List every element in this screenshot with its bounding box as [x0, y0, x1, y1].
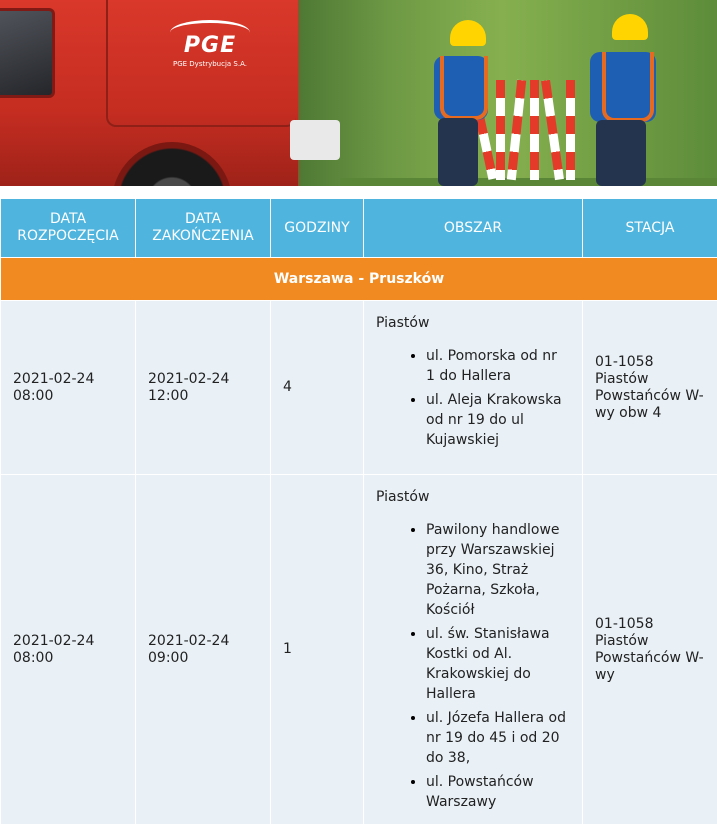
safety-barrier	[478, 80, 578, 180]
area-cell	[364, 301, 583, 475]
hours-cell: 1	[271, 475, 364, 825]
region-label: Warszawa - Pruszków	[1, 258, 717, 301]
worker-left	[420, 20, 490, 186]
end-cell	[136, 301, 271, 475]
table-row	[1, 301, 717, 475]
worker-right	[580, 14, 660, 186]
station-cell: 01-1058 Piastów Powstańców W-wy obw 4	[583, 301, 717, 475]
logo-subtitle: PGE Dystrybucja S.A.	[150, 60, 270, 68]
list-item: • ul. św. Stanisława Kostki od Al. Krakowskiej do Hallera	[426, 624, 570, 704]
table-row	[1, 475, 717, 825]
pge-logo	[150, 20, 270, 68]
start-time: 08:00	[13, 650, 53, 666]
truck-bed	[290, 120, 340, 160]
table-header-row	[1, 199, 717, 258]
street-list	[376, 520, 570, 812]
logo-text: PGE	[150, 33, 270, 58]
end-time: 09:00	[148, 650, 188, 666]
list-item: • ul. Aleja Krakowska od nr 19 do ul Kujawskiej	[426, 390, 570, 450]
hours-cell: 4	[271, 301, 364, 475]
list-item: • ul. Józefa Hallera od nr 19 do 45 i od 20 do 38,	[426, 708, 570, 768]
start-date: 2021-02-24	[13, 633, 94, 649]
end-date: 2021-02-24	[148, 633, 229, 649]
header-hours: GODZINY	[271, 199, 364, 258]
end-date: 2021-02-24	[148, 371, 229, 387]
header-banner-image	[0, 0, 717, 186]
start-cell	[1, 301, 136, 475]
list-item: • ul. Powstańców Warszawy	[426, 772, 570, 812]
end-time: 12:00	[148, 388, 188, 404]
start-cell	[1, 475, 136, 825]
start-date: 2021-02-24	[13, 371, 94, 387]
header-area: OBSZAR	[364, 199, 583, 258]
start-time: 08:00	[13, 388, 53, 404]
outage-table	[0, 198, 717, 825]
truck-window	[0, 8, 55, 98]
area-cell	[364, 475, 583, 825]
header-station: STACJA	[583, 199, 717, 258]
list-item: • ul. Pomorska od nr 1 do Hallera	[426, 346, 570, 386]
area-title: Piastów	[376, 489, 570, 506]
street-list	[376, 346, 570, 450]
end-cell	[136, 475, 271, 825]
area-title: Piastów	[376, 315, 570, 332]
header-start-date: DATA ROZPOCZĘCIA	[1, 199, 136, 258]
station-cell: 01-1058 Piastów Powstańców W-wy	[583, 475, 717, 825]
list-item: • Pawilony handlowe przy Warszawskiej 36, Kino, Straż Pożarna, Szkoła, Kościół	[426, 520, 570, 620]
header-end-date: DATA ZAKOŃCZENIA	[136, 199, 271, 258]
region-row	[1, 258, 717, 301]
